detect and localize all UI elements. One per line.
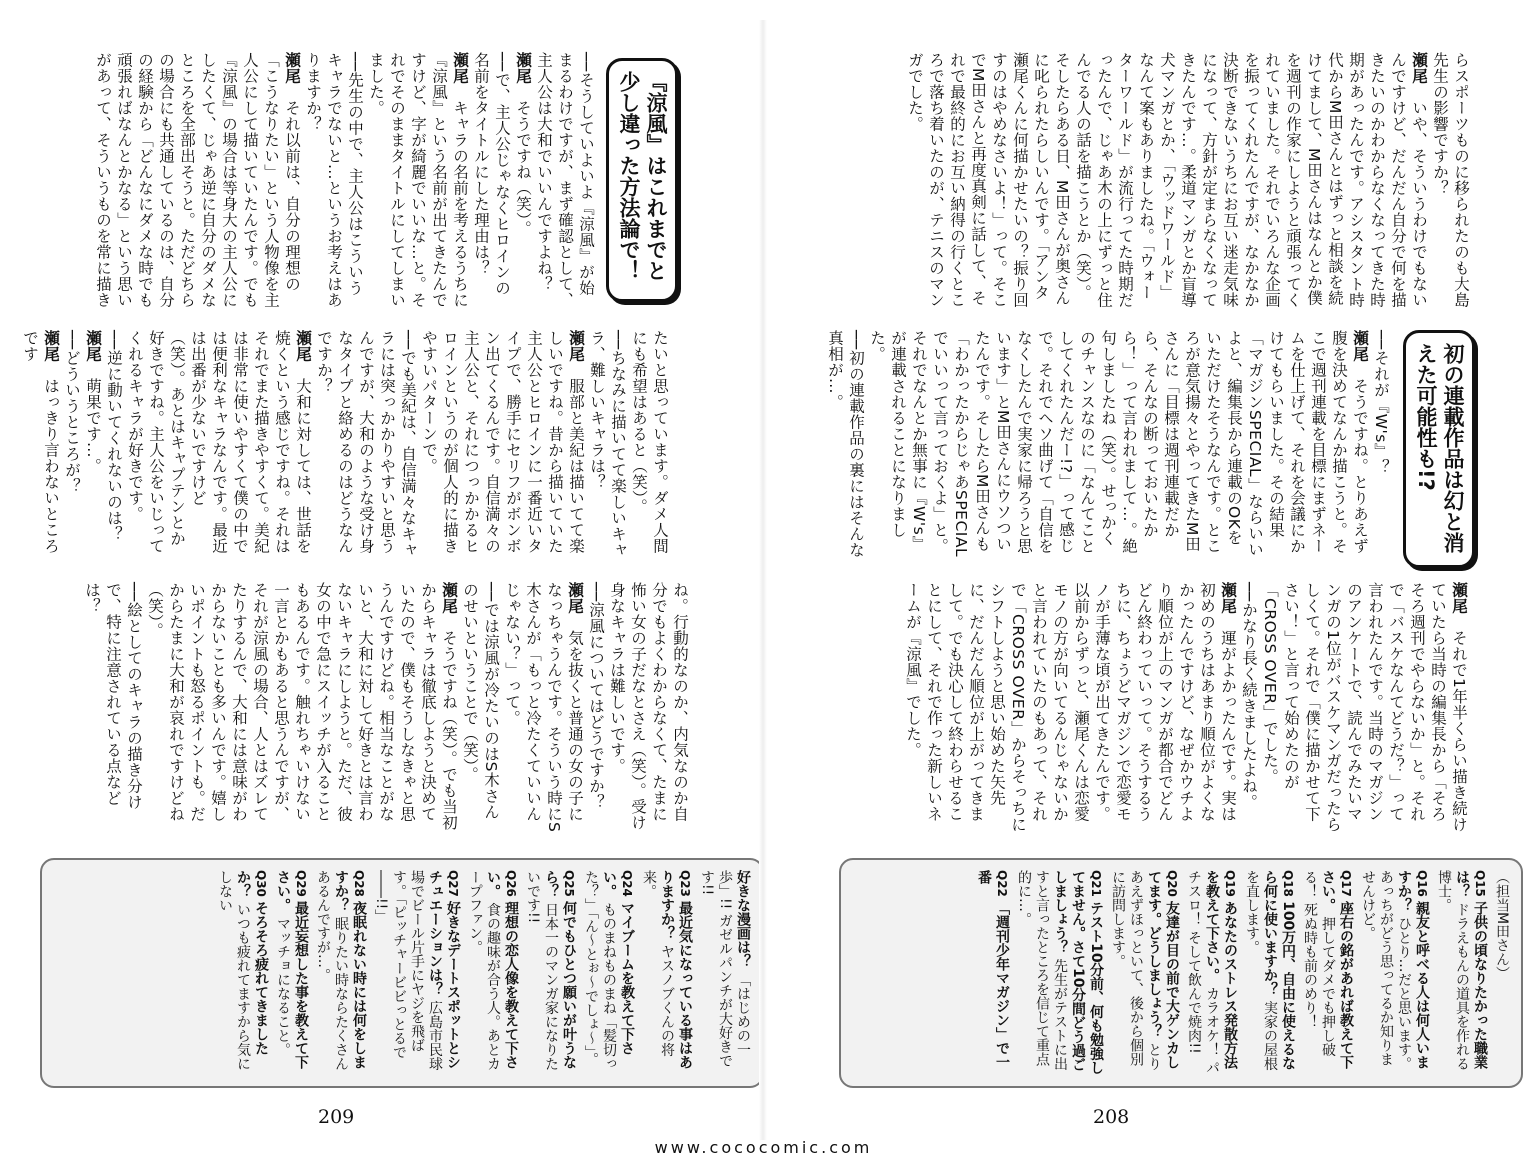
page-number-right: 208 xyxy=(1093,1106,1130,1128)
paragraph xyxy=(92,52,302,310)
qa-answer: 先生がテストに出すと言ったところを信じて重点的に…。 xyxy=(1016,870,1068,1071)
speaker-text: 気を抜くと普通の女の子になっちゃうんです。そういう時にS木さんが「もっと冷たくていいんじゃない？」って。 xyxy=(503,582,584,833)
qa-answer: 広島市民球場でビール片手にヤジを飛ばす。「ピッチャービビっとるで――!!」 xyxy=(373,870,443,1071)
qa-list-left xyxy=(52,870,752,1078)
right-page xyxy=(763,0,1527,1162)
qa-item xyxy=(1015,870,1105,1078)
speaker-text: いや、そういうわけでもないんですけど、だんだん自分で何を描きたいのかわからなくなってきた時期があったんです。アシスタント時代からM田さんとはずっと相談を続けてまして、M田さんはなんとか僕を週刊の作家にしようと頑張ってくれていました。それでいろんな企画を振ってくれたんですが、なかなか決断できないうちにお互い迷走気味になって、方針が定まらなくなってきたんです…。柔道マンガとか盲導犬マンガとか、「ウッドワールド」なんて案もありましたね。「ウォーターワールド」が流行ってた時期だったんで、じゃあ木の上にずっと住んでる人の話を描こうとか（笑）。そしたらある日、M田さんが奥さんに叱られたらしいんです。「アンタ瀬尾くんに何描かせたいの？振り回すのはやめなさいよ！」って。そこでM田さんと再度真剣に話して、それで最終的にお互い納得の行くところで落ち着いたのが、テニスのマンガでした。 xyxy=(906,52,1428,308)
qa-answer: カラオケ！ パチスロ！ そして飲んで焼肉!! xyxy=(1186,870,1220,1075)
qa-question: 友達が目の前で大ゲンカしてます。どうしましょう？ xyxy=(1146,870,1180,1070)
right-bottom-block xyxy=(839,582,1469,834)
qa-question: 最近妄想した事を教えて下さい。 xyxy=(275,870,309,1070)
speaker-label: 瀬尾 xyxy=(294,330,312,362)
qa-question: あなたのストレス発散方法を教えて下さい。 xyxy=(1204,870,1238,1070)
speaker-text: 大和に対しては、世話を焼くという感じですね。それはそれでまた描きやすくて。美紀は非常に使いやすくて僕の中では便利なキャラなんです。最近は出番が少ないですけど（笑）。あとはキャプテンとか好きですね。主人公をいじってくれるキャラが好きです。 xyxy=(126,330,312,554)
right-top-block xyxy=(839,52,1471,310)
qa-question: 何でもひとつ願いが叶うなら？ xyxy=(543,870,577,1070)
qa-item xyxy=(466,870,520,1078)
speaker-label: 瀬尾 xyxy=(1450,582,1468,614)
paragraph: ──では涼風が冷たいのはS木さんのせいということで（笑）。 xyxy=(461,582,500,821)
speaker-label: 瀬尾 xyxy=(566,582,584,614)
qa-box-right xyxy=(839,858,1523,1088)
qa-list-right xyxy=(851,870,1511,1078)
page-number-left: 209 xyxy=(318,1106,355,1128)
left-middle-block xyxy=(21,330,670,560)
speaker-text: そうですね（笑）。 xyxy=(514,84,532,237)
paragraph xyxy=(902,582,1238,834)
qa-question: テスト10分前、何も勉強してません。さて10分間どう過ごしましょう？ xyxy=(1052,870,1104,1075)
qa-label: （担当M田さん） xyxy=(1494,870,1510,981)
qa-answer: ものまねものまね「髪切った？」「ん～とぉ～でしょ～」。 xyxy=(583,870,617,1071)
paragraph: らスポーツものに移られたのも大島先生の影響ですか？ xyxy=(1431,52,1470,308)
paragraph: ね。行動的なのか、内気なのか自分でもよくわからなくて、たまに怖い女の子だなとさえ（笑）。受け身なキャラは難しいです。 xyxy=(608,582,689,831)
qa-question: 座右の銘があれば教えて下さい。 xyxy=(1320,870,1354,1070)
qa-question: 「週刊少年マガジン」で一番 xyxy=(976,870,1010,1070)
qa-item xyxy=(524,870,578,1078)
qa-item xyxy=(314,870,368,1078)
qa-answer: とりあえずほっといて、後から個別に訪問します。 xyxy=(1110,870,1162,1071)
qa-answer: いつも疲れてますから気にしない xyxy=(217,870,251,1071)
paragraph xyxy=(904,52,1429,310)
qa-answer: 日本一のマンガ家になりたいです!! xyxy=(525,870,559,1071)
qa-question: 親友と呼べる人は何人いますか？ xyxy=(1396,870,1430,1070)
paragraph xyxy=(512,52,533,310)
speaker-label: 瀬尾 xyxy=(1410,52,1428,84)
qa-answer: 押してダメでも押し破る！ 死ぬ時も前のめり！ xyxy=(1302,870,1336,1057)
qa-answer: ヤスノブくんの将来。 xyxy=(641,870,675,1057)
qa-question: マイブームを教えて下さい。 xyxy=(601,870,635,1056)
qa-item xyxy=(1435,870,1489,1078)
speaker-text: そうですね。とりあえず腹を決めてなんか描こうと。そこで週刊連載を目標にまずネームを仕上げて、それを会議にかけてもらいました。その結果「マガジンSPECIAL」ならいいよと、編集長から連載のOKをいただけたそうなんです。ところが意気揚々とやってきたM田さんに「目標は週刊連載だから、そんなの断っておいたから！」って言われまして…。絶句しましたね（笑）。せっかくのチャンスなのに「なんてことしてくれたんだー!?」って感じで。それでヘソ曲げて「自信をなくしたんで実家に帰ろうと思います」とM田さんにウソついたんです。そしたらM田さんも「わかったからじゃあSPECIALでいいって言っておくよ」と。それでなんとか無事に『W's』が連載されることになりました。 xyxy=(868,330,1369,558)
speaker-label: 瀬尾 xyxy=(84,330,102,362)
left-top-block xyxy=(40,52,596,310)
qa-number: Q19 xyxy=(1223,870,1237,902)
paragraph: ──でも美紀は、自信満々なキャラには突っかかりやすいと思うんですが、大和のような受け身なタイプと絡めるのはどうなんですか？ xyxy=(315,330,417,558)
qa-number: Q26 xyxy=(504,870,518,902)
qa-number: Q17 xyxy=(1339,870,1353,902)
qa-question: そろそろ疲れてきましたか？ xyxy=(235,870,269,1056)
qa-question: 好きな漫画は？ xyxy=(735,870,751,968)
speaker-label: 瀬尾 xyxy=(440,582,458,614)
qa-number: Q27 xyxy=(446,870,460,902)
right-heading: 初の連載作品は幻と消えた可能性も!? xyxy=(1403,330,1475,568)
qa-item xyxy=(372,870,462,1078)
qa-item xyxy=(1185,870,1239,1078)
left-page xyxy=(0,0,763,1162)
qa-number: Q18 xyxy=(1281,870,1295,902)
paragraph: ──絵としてのキャラの描き分けで、特に注意されている点などは？ xyxy=(83,582,143,810)
qa-question: 子供の頃なりたかった職業は？ xyxy=(1454,870,1488,1070)
paragraph: ──それが『W's』？ xyxy=(1372,330,1390,475)
qa-item xyxy=(975,870,1011,1078)
speaker-label: 瀬尾 xyxy=(451,52,469,84)
speaker-text: それ以前は、自分の理想の「こうなりたい」という人物像を主人公にして描いていたんです。でも『涼風』の場合は等身大の主人公にしたくて、じゃあ逆に自分のダメなところを全部出そうと。ただどちらの場合にも共通しているのは、自分の経験から「どんなにダメな時でも頑張ればなんとかなる」という思いがあって、そういうものを常に描き xyxy=(94,52,301,308)
speaker-text: 運がよかったんです。実は初めのうちはあまり順位がよくなかったんですけど、なぜかウチより順位が上のマンガが都合でどんどん終わっていって。そうするうちに、ちょうどマガジンで恋愛モノが手薄な頃が出てきたんです。以前からずっと、瀬尾くんは恋愛モノの方が向いてるんじゃないかと言われていたのもあって、それで「CROSS OVER」からそっちにシフトしようと思い始めた矢先に、だんだん順位が上がってきまして。でも決心して終わらせることにして、それで作った新しいネームが『涼風』でした。 xyxy=(904,582,1237,833)
qa-number: Q15 xyxy=(1473,870,1487,902)
paragraph: ──涼風についてはどうですか？ xyxy=(587,582,605,810)
speaker-label: 瀬尾 xyxy=(567,330,585,362)
paragraph: ──ちなみに描いてて楽しいキャラ、難しいキャラは？ xyxy=(588,330,627,558)
speaker-text: それで1年半くらい描き続けていたら当時の編集長から「そろそろ週刊でやらないか」と。それで「バスケなんてどうだ？」って言われたんです。当時のマガジンのアンケートで、読んでみたいマンガの1位がバスケマンガだったらしくて。それで「僕に描かせて下さい！」と言って始めたのが「CROSS OVER」でした。 xyxy=(1261,582,1468,833)
speaker-label: 瀬尾 xyxy=(42,330,60,362)
speaker-label: 瀬尾 xyxy=(514,52,532,84)
qa-item xyxy=(1493,870,1511,1078)
speaker-text: キャラの名前を考えるうちに『涼風』という名前が出てきたんですけど、字が綺麗でいいな…と。それでそのままタイトルにしてしまいました。 xyxy=(367,52,469,308)
left-heading: 『涼風』はこれまでと少し違った方法論で！ xyxy=(606,58,678,302)
paragraph: ──どういうところが？ xyxy=(63,330,81,494)
paragraph xyxy=(866,330,1370,560)
qa-answer: 食の趣味が合う人。あとカープファン。 xyxy=(467,870,501,1071)
qa-question: 最近気になっている事はありますか？ xyxy=(659,870,693,1070)
qa-question: 夜眠れない時には何をしますか？ xyxy=(333,870,367,1070)
footer-url: www.cococomic.com xyxy=(654,1138,873,1157)
right-middle-block xyxy=(826,330,1391,560)
paragraph xyxy=(19,330,61,560)
qa-answer: 実家の屋根を直します。 xyxy=(1244,870,1278,1071)
qa-number: Q25 xyxy=(562,870,576,902)
speaker-text: はっきり言わないところです xyxy=(21,330,60,554)
qa-item xyxy=(582,870,636,1078)
qa-answer: 眠りたい時ならたくさんあるんですが…。 xyxy=(315,870,349,1071)
paragraph: ──逆に動いてくれないのは？ xyxy=(105,330,123,542)
paragraph xyxy=(365,52,470,310)
paragraph: ──初の連載作品の裏にはそんな真相が…。 xyxy=(826,330,865,558)
qa-box-left xyxy=(40,858,764,1088)
paragraph xyxy=(124,330,313,560)
speaker-text: 服部と美紀は描いてて楽しいですね。昔から描いていた主人公とヒロインに一番近いタイプで、勝手にセリフがボンボン出てくるんです。自信満々の主人公と、それにつっかかるヒロインというのが個人的に描きやすいパターンで。 xyxy=(420,330,585,554)
qa-answer: ドラえもんの道具を作れる博士。 xyxy=(1436,870,1470,1071)
qa-question: 100万円、自由に使えるなら何に使いますか？ xyxy=(1262,870,1296,1071)
qa-number: Q30 xyxy=(254,870,268,902)
paragraph xyxy=(82,330,103,560)
qa-item xyxy=(698,870,752,1078)
paragraph: ──かなり長く続きましたよね。 xyxy=(1240,582,1258,810)
paragraph: ──そうしていよいよ『涼風』が始まるわけですが、まず確認として、主人公は大和でいいんですよね？ xyxy=(535,52,595,308)
speaker-text: 萌果です…。 xyxy=(84,362,102,474)
qa-item xyxy=(1109,870,1181,1078)
qa-answer: マッチョになること。 xyxy=(275,912,291,1057)
speaker-text: そうですね（笑）。でも当初からキャラは徹底しようと決めていたので、僕もそうしなきゃと思うんですけどね。相当なことがないと、大和に対して好きとは言わないキャラにしようと。ただ、彼女の中で急にスイッチが入ることもあるんです。触れちゃいけない一言とかもあると思うんですが、それが涼風の場合、人とはズレてたりするんで、大和には意味がわからないことも多いんです。嬉しいポイントも怒るポイントも。だからたまに大和が哀れですけどね（笑）。 xyxy=(146,582,458,831)
qa-number: Q23 xyxy=(678,870,692,902)
paragraph xyxy=(501,582,585,834)
paragraph: ──で、主人公じゃなくヒロインの名前をタイトルにした理由は？ xyxy=(472,52,511,296)
qa-item xyxy=(274,870,310,1078)
paragraph: たいと思っています。ダメ人間にも希望はあると（笑）。 xyxy=(630,330,669,554)
speaker-label: 瀬尾 xyxy=(1351,330,1369,362)
paragraph: ──先生の中で、主人公はこういうキャラでないと…というお考えはありますか？ xyxy=(304,52,364,308)
qa-number: Q22 xyxy=(995,870,1009,902)
qa-number: Q16 xyxy=(1415,870,1429,902)
speaker-label: 瀬尾 xyxy=(1219,582,1237,614)
paragraph xyxy=(1259,582,1469,834)
qa-item xyxy=(216,870,270,1078)
qa-item xyxy=(1301,870,1355,1078)
qa-item xyxy=(1243,870,1297,1078)
qa-question: 理想の恋人像を教えて下さい。 xyxy=(485,870,519,1070)
paragraph xyxy=(418,330,586,560)
qa-number: Q29 xyxy=(294,870,308,902)
qa-item xyxy=(1359,870,1431,1078)
qa-number: Q21 xyxy=(1089,870,1103,902)
qa-answer: 「はじめの一歩」!! ガゼルパンチが大好きです!! xyxy=(699,870,751,1068)
qa-answer: ひとり…だと思います。あっちがどう思ってるか知りませんけど。 xyxy=(1360,870,1412,1071)
speaker-label: 瀬尾 xyxy=(283,52,301,84)
qa-number: Q20 xyxy=(1165,870,1179,902)
qa-question: 好きなデートスポットとシチュエーションは？ xyxy=(427,870,461,1070)
qa-number: Q28 xyxy=(352,870,366,902)
qa-number: Q24 xyxy=(620,870,634,902)
qa-item xyxy=(640,870,694,1078)
left-bottom-block xyxy=(40,582,690,834)
paragraph xyxy=(144,582,459,834)
